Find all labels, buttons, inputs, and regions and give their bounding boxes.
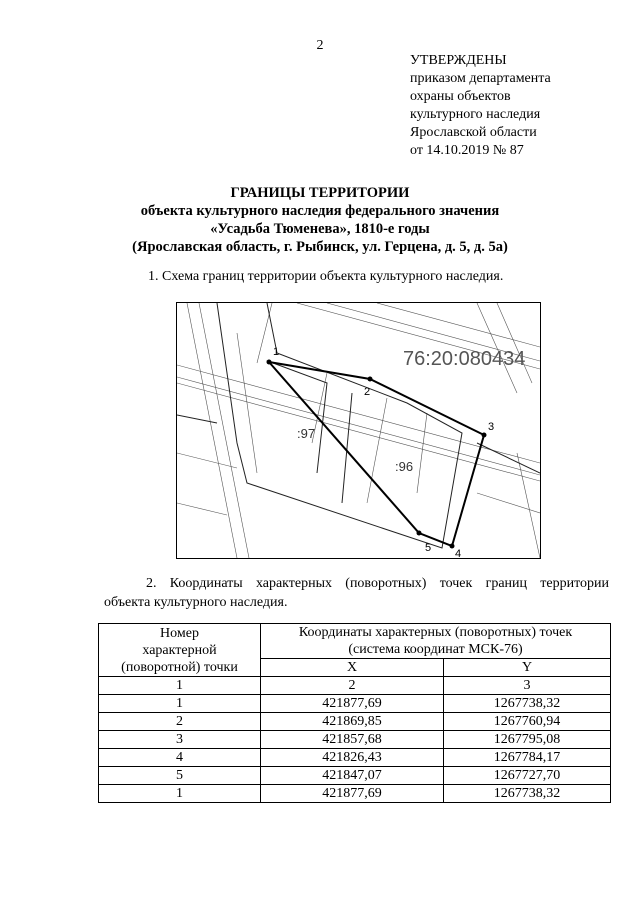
boundary-map-drawing xyxy=(177,303,540,558)
approval-line: от 14.10.2019 № 87 xyxy=(410,143,524,158)
parcel-label: :97 xyxy=(297,426,316,441)
y-coordinate: 1267738,32 xyxy=(444,695,611,713)
header-coordinates xyxy=(261,624,611,659)
table-header-row xyxy=(99,624,611,659)
point-label: 5 xyxy=(425,542,432,554)
table-row xyxy=(99,695,611,713)
table-row xyxy=(99,749,611,767)
title-line: «Усадьба Тюменева», 1810-е годы xyxy=(210,221,430,237)
boundary-point xyxy=(417,531,422,536)
header-text: (поворотной) точки xyxy=(121,659,238,675)
x-coordinate: 421847,07 xyxy=(261,767,444,785)
table-row xyxy=(99,785,611,803)
header-point-number xyxy=(99,624,261,677)
page-number: 2 xyxy=(316,38,324,53)
header-text: Номер xyxy=(160,625,199,641)
section-2-line: 2. Координаты характерных (поворотных) точек границ территории xyxy=(146,576,609,591)
parcel-boundaries xyxy=(177,303,540,548)
boundary-point xyxy=(267,360,272,365)
coordinates-table xyxy=(98,623,611,803)
section-2-heading xyxy=(104,574,609,612)
table-row xyxy=(99,731,611,749)
table-column-numbers-row xyxy=(99,677,611,695)
point-number: 5 xyxy=(99,767,261,785)
header-x: X xyxy=(261,659,444,677)
header-text: Координаты характерных (поворотных) точек xyxy=(298,625,573,640)
approval-line: УТВЕРЖДЕНЫ xyxy=(410,53,507,68)
cadastral-quarter-number: 76:20:080434 xyxy=(403,348,526,370)
y-coordinate: 1267795,08 xyxy=(444,731,611,749)
boundary-point xyxy=(482,433,487,438)
table-row xyxy=(99,767,611,785)
approval-stamp xyxy=(410,52,551,160)
approval-line: Ярославской области xyxy=(410,125,537,140)
point-number: 2 xyxy=(99,713,261,731)
x-coordinate: 421877,69 xyxy=(261,785,444,803)
approval-line: приказом департамента xyxy=(410,71,551,86)
x-coordinate: 421857,68 xyxy=(261,731,444,749)
column-number: 1 xyxy=(99,677,261,695)
approval-line: охраны объектов xyxy=(410,89,511,104)
y-coordinate: 1267738,32 xyxy=(444,785,611,803)
approval-line: культурного наследия xyxy=(410,107,541,122)
boundary-point xyxy=(450,544,455,549)
point-number: 1 xyxy=(99,785,261,803)
point-labels xyxy=(273,346,494,558)
point-label: 3 xyxy=(488,421,495,433)
column-number: 3 xyxy=(444,677,611,695)
y-coordinate: 1267760,94 xyxy=(444,713,611,731)
point-number: 1 xyxy=(99,695,261,713)
section-1-heading: 1. Схема границ территории объекта культурного наследия. xyxy=(148,269,504,284)
header-text: (система координат МСК-76) xyxy=(348,642,523,657)
boundary-point xyxy=(368,377,373,382)
point-number: 3 xyxy=(99,731,261,749)
title-line: объекта культурного наследия федерального значения xyxy=(140,203,500,219)
title-line: ГРАНИЦЫ ТЕРРИТОРИИ xyxy=(230,185,410,201)
x-coordinate: 421826,43 xyxy=(261,749,444,767)
point-label: 2 xyxy=(364,386,371,398)
title-line: (Ярославская область, г. Рыбинск, ул. Герцена, д. 5, д. 5а) xyxy=(132,239,508,255)
column-number: 2 xyxy=(261,677,444,695)
header-y: Y xyxy=(444,659,611,677)
section-2-line: объекта культурного наследия. xyxy=(104,595,288,610)
point-label: 4 xyxy=(455,548,462,558)
y-coordinate: 1267784,17 xyxy=(444,749,611,767)
point-number: 4 xyxy=(99,749,261,767)
parcel-label: :96 xyxy=(395,459,414,474)
x-coordinate: 421869,85 xyxy=(261,713,444,731)
y-coordinate: 1267727,70 xyxy=(444,767,611,785)
document-title xyxy=(0,184,640,256)
x-coordinate: 421877,69 xyxy=(261,695,444,713)
boundary-map xyxy=(176,302,541,559)
header-text: характерной xyxy=(142,642,217,658)
point-label: 1 xyxy=(273,346,280,358)
table-row xyxy=(99,713,611,731)
